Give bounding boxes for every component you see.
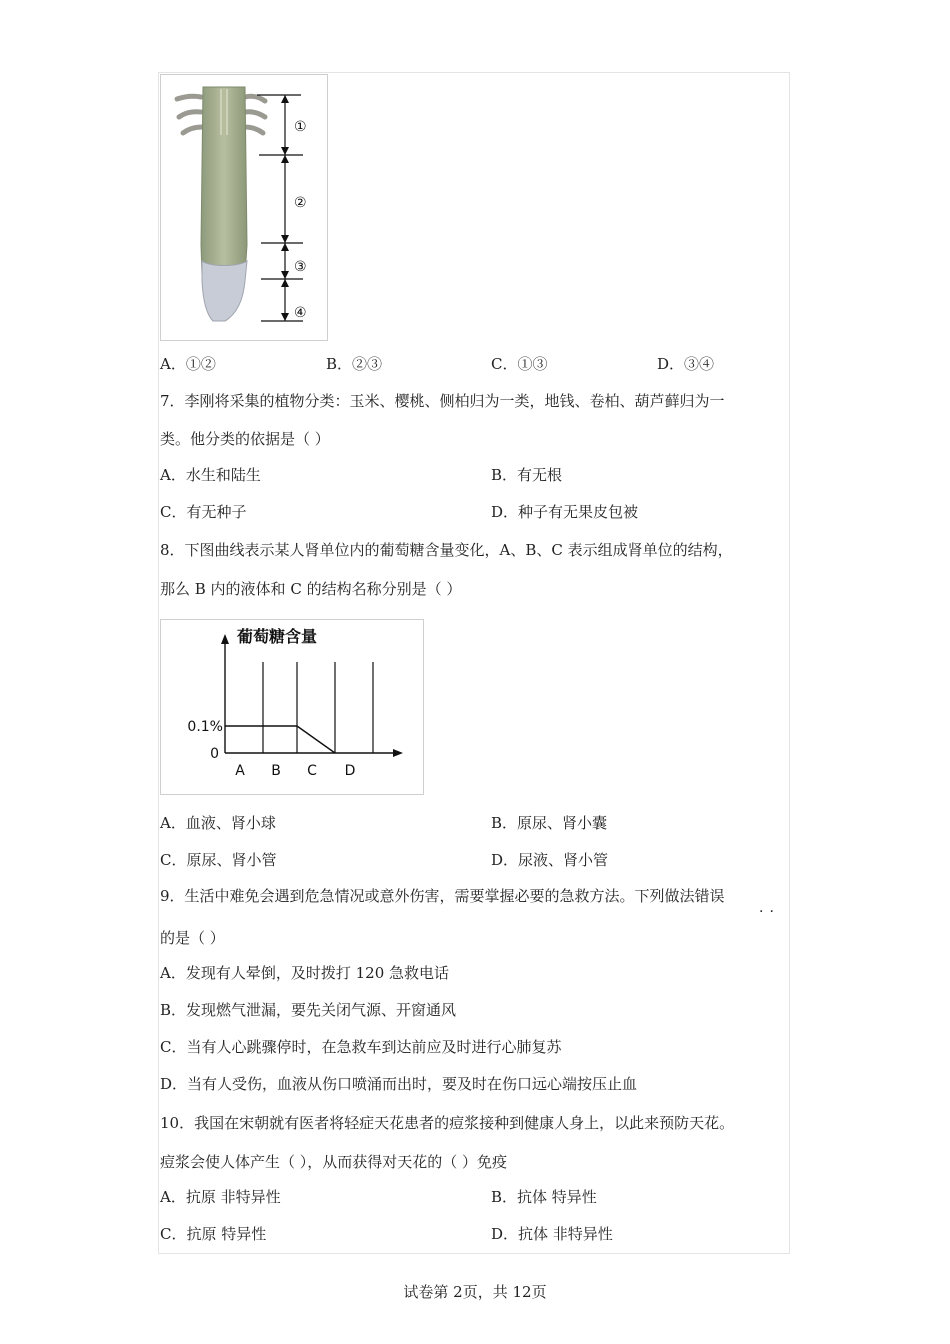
label-zone-3: ③ bbox=[294, 259, 307, 275]
q7-option-b[interactable]: B．有无根 bbox=[491, 466, 563, 484]
q9-option-b[interactable]: B．发现燃气泄漏，要先关闭气源、开窗通风 bbox=[160, 1001, 457, 1019]
q10-stem-line2: 痘浆会使人体产生（ ），从而获得对天花的（ ）免疫 bbox=[160, 1153, 508, 1171]
q6-option-c[interactable]: C．①③ bbox=[491, 355, 548, 373]
q6-option-b[interactable]: B．②③ bbox=[326, 355, 383, 373]
q9-option-d[interactable]: D．当有人受伤，血液从伤口喷涌而出时，要及时在伤口远心端按压止血 bbox=[160, 1075, 638, 1093]
q7-stem-line1: 7．李刚将采集的植物分类：玉米、樱桃、侧柏归为一类，地钱、卷柏、葫芦藓归为一 bbox=[160, 392, 725, 410]
q8-stem-line1: 8．下图曲线表示某人肾单位内的葡萄糖含量变化，A、B、C 表示组成肾单位的结构， bbox=[160, 541, 733, 559]
label-zone-1: ① bbox=[294, 119, 307, 135]
glucose-chart bbox=[160, 619, 424, 795]
y-axis-arrow bbox=[221, 634, 229, 644]
q10-option-b[interactable]: B．抗体 特异性 bbox=[491, 1188, 597, 1206]
q9-stem-line2: 的是（ ） bbox=[160, 929, 225, 947]
x-tick-label: A bbox=[235, 763, 245, 779]
q7-option-a[interactable]: A．水生和陆生 bbox=[160, 466, 261, 484]
y-tick-label: 0 bbox=[210, 746, 219, 762]
q9-option-a[interactable]: A．发现有人晕倒，及时拨打 120 急救电话 bbox=[160, 964, 450, 982]
page-footer: 试卷第 2页，共 12页 bbox=[403, 1283, 547, 1301]
label-zone-4: ④ bbox=[294, 305, 307, 321]
q8-option-a[interactable]: A．血液、肾小球 bbox=[160, 814, 276, 832]
q8-option-b[interactable]: B．原尿、肾小囊 bbox=[491, 814, 608, 832]
q10-option-c[interactable]: C．抗原 特异性 bbox=[160, 1225, 267, 1243]
q7-stem-line2: 类。他分类的依据是（ ） bbox=[160, 430, 330, 448]
q9-stem-line1: 9．生活中难免会遇到危急情况或意外伤害，需要掌握必要的急救方法。下列做法错误 bbox=[160, 887, 725, 905]
x-axis-arrow bbox=[393, 749, 403, 757]
q8-stem-line2: 那么 B 内的液体和 C 的结构名称分别是（ ） bbox=[160, 580, 462, 598]
q9-option-c[interactable]: C．当有人心跳骤停时，在急救车到达前应及时进行心肺复苏 bbox=[160, 1038, 562, 1056]
q7-option-c[interactable]: C．有无种子 bbox=[160, 503, 247, 521]
q8-option-d[interactable]: D．尿液、肾小管 bbox=[491, 851, 609, 869]
y-tick-label: 0.1% bbox=[187, 719, 223, 735]
q7-option-d[interactable]: D．种子有无果皮包被 bbox=[491, 503, 639, 521]
x-tick-label: C bbox=[307, 763, 317, 779]
q8-option-c[interactable]: C．原尿、肾小管 bbox=[160, 851, 277, 869]
x-tick-label: B bbox=[271, 763, 281, 779]
root-tip-figure bbox=[160, 74, 328, 341]
q10-option-d[interactable]: D．抗体 非特异性 bbox=[491, 1225, 613, 1243]
label-zone-2: ② bbox=[294, 195, 307, 211]
q10-option-a[interactable]: A．抗原 非特异性 bbox=[160, 1188, 281, 1206]
q10-stem-line1: 10．我国在宋朝就有医者将轻症天花患者的痘浆接种到健康人身上，以此来预防天花。 bbox=[160, 1114, 735, 1132]
q6-option-d[interactable]: D．③④ bbox=[657, 355, 715, 373]
q6-option-a[interactable]: A．①② bbox=[160, 355, 216, 373]
glucose-series-line bbox=[225, 726, 335, 753]
x-tick-label: D bbox=[344, 763, 356, 779]
emphasis-dots: ·· bbox=[759, 904, 780, 920]
chart-title: 葡萄糖含量 bbox=[237, 627, 318, 646]
